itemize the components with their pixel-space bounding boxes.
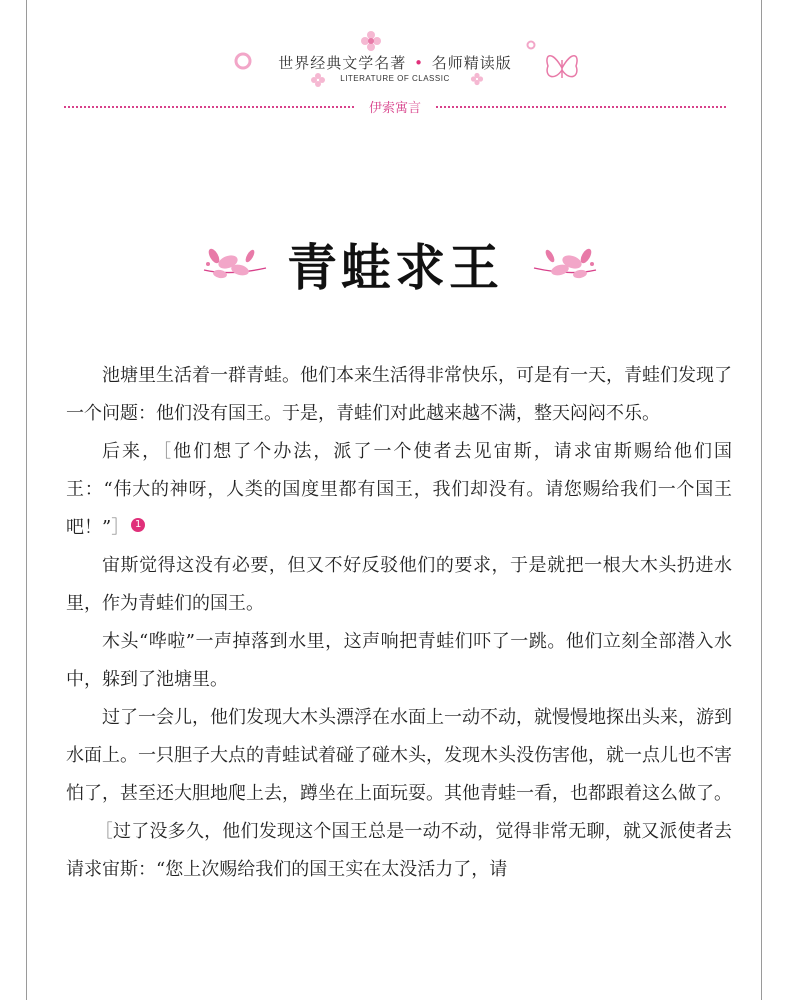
close-bracket: ］ [111, 517, 130, 538]
story-title: 青蛙求王 [287, 238, 503, 297]
header-divider-left [64, 106, 354, 108]
paragraph-2-lead: 后来， [102, 441, 163, 462]
separator-dot: • [414, 54, 424, 72]
flower-icon [360, 30, 382, 52]
open-bracket: ［ [162, 441, 174, 462]
annotation-marker[interactable]: 1 [131, 518, 145, 532]
paragraph-6 [66, 813, 732, 889]
paragraph-5: 过了一会儿，他们发现大木头漂浮在水面上一动不动，就慢慢地探出头来，游到水面上。一只胆子大点的青蛙试着碰了碰木头，发现木头没伤害他，就一点儿也不害怕了，甚至还大胆地爬上去，蹲坐在上面玩耍。其他青蛙一看，也都跟着这么做了。 [66, 707, 732, 804]
series-title [0, 52, 790, 73]
header-divider-right [436, 106, 726, 108]
paragraph-3: 宙斯觉得这没有必要，但又不好反驳他们的要求，于是就把一根大木头扔进水里，作为青蛙们的国王。 [66, 555, 732, 614]
edition-text: 名师精读版 [431, 54, 512, 72]
paragraph-6-body: 过了没多久，他们发现这个国王总是一动不动，觉得非常无聊，就又派使者去请求宙斯：“您上次赐给我们的国王实在太没活力了，请 [66, 821, 733, 880]
circle-ornament-icon [526, 40, 536, 50]
paragraph-2-body: 他们想了个办法，派了一个使者去见宙斯，请求宙斯赐给他们国王：“伟大的神呀，人类的国度里都有国王，我们却没有。请您赐给我们一个国王吧！” [66, 441, 733, 538]
paragraph-1: 池塘里生活着一群青蛙。他们本来生活得非常快乐，可是有一天，青蛙们发现了一个问题：他们没有国王。于是，青蛙们对此越来越不满，整天闷闷不乐。 [66, 365, 732, 424]
book-name: 伊索寓言 [368, 101, 421, 116]
paragraph-4: 木头“哗啦”一声掉落到水里，这声响把青蛙们吓了一跳。他们立刻全部潜入水中，躲到了池塘里。 [66, 631, 732, 690]
open-bracket: ［ [94, 821, 114, 842]
story-body [66, 357, 732, 889]
series-title-text: 世界经典文学名著 [278, 54, 407, 72]
series-english: LITERATURE OF CLASSIC [340, 74, 450, 83]
paragraph-2 [66, 433, 732, 547]
page-header [0, 30, 790, 90]
